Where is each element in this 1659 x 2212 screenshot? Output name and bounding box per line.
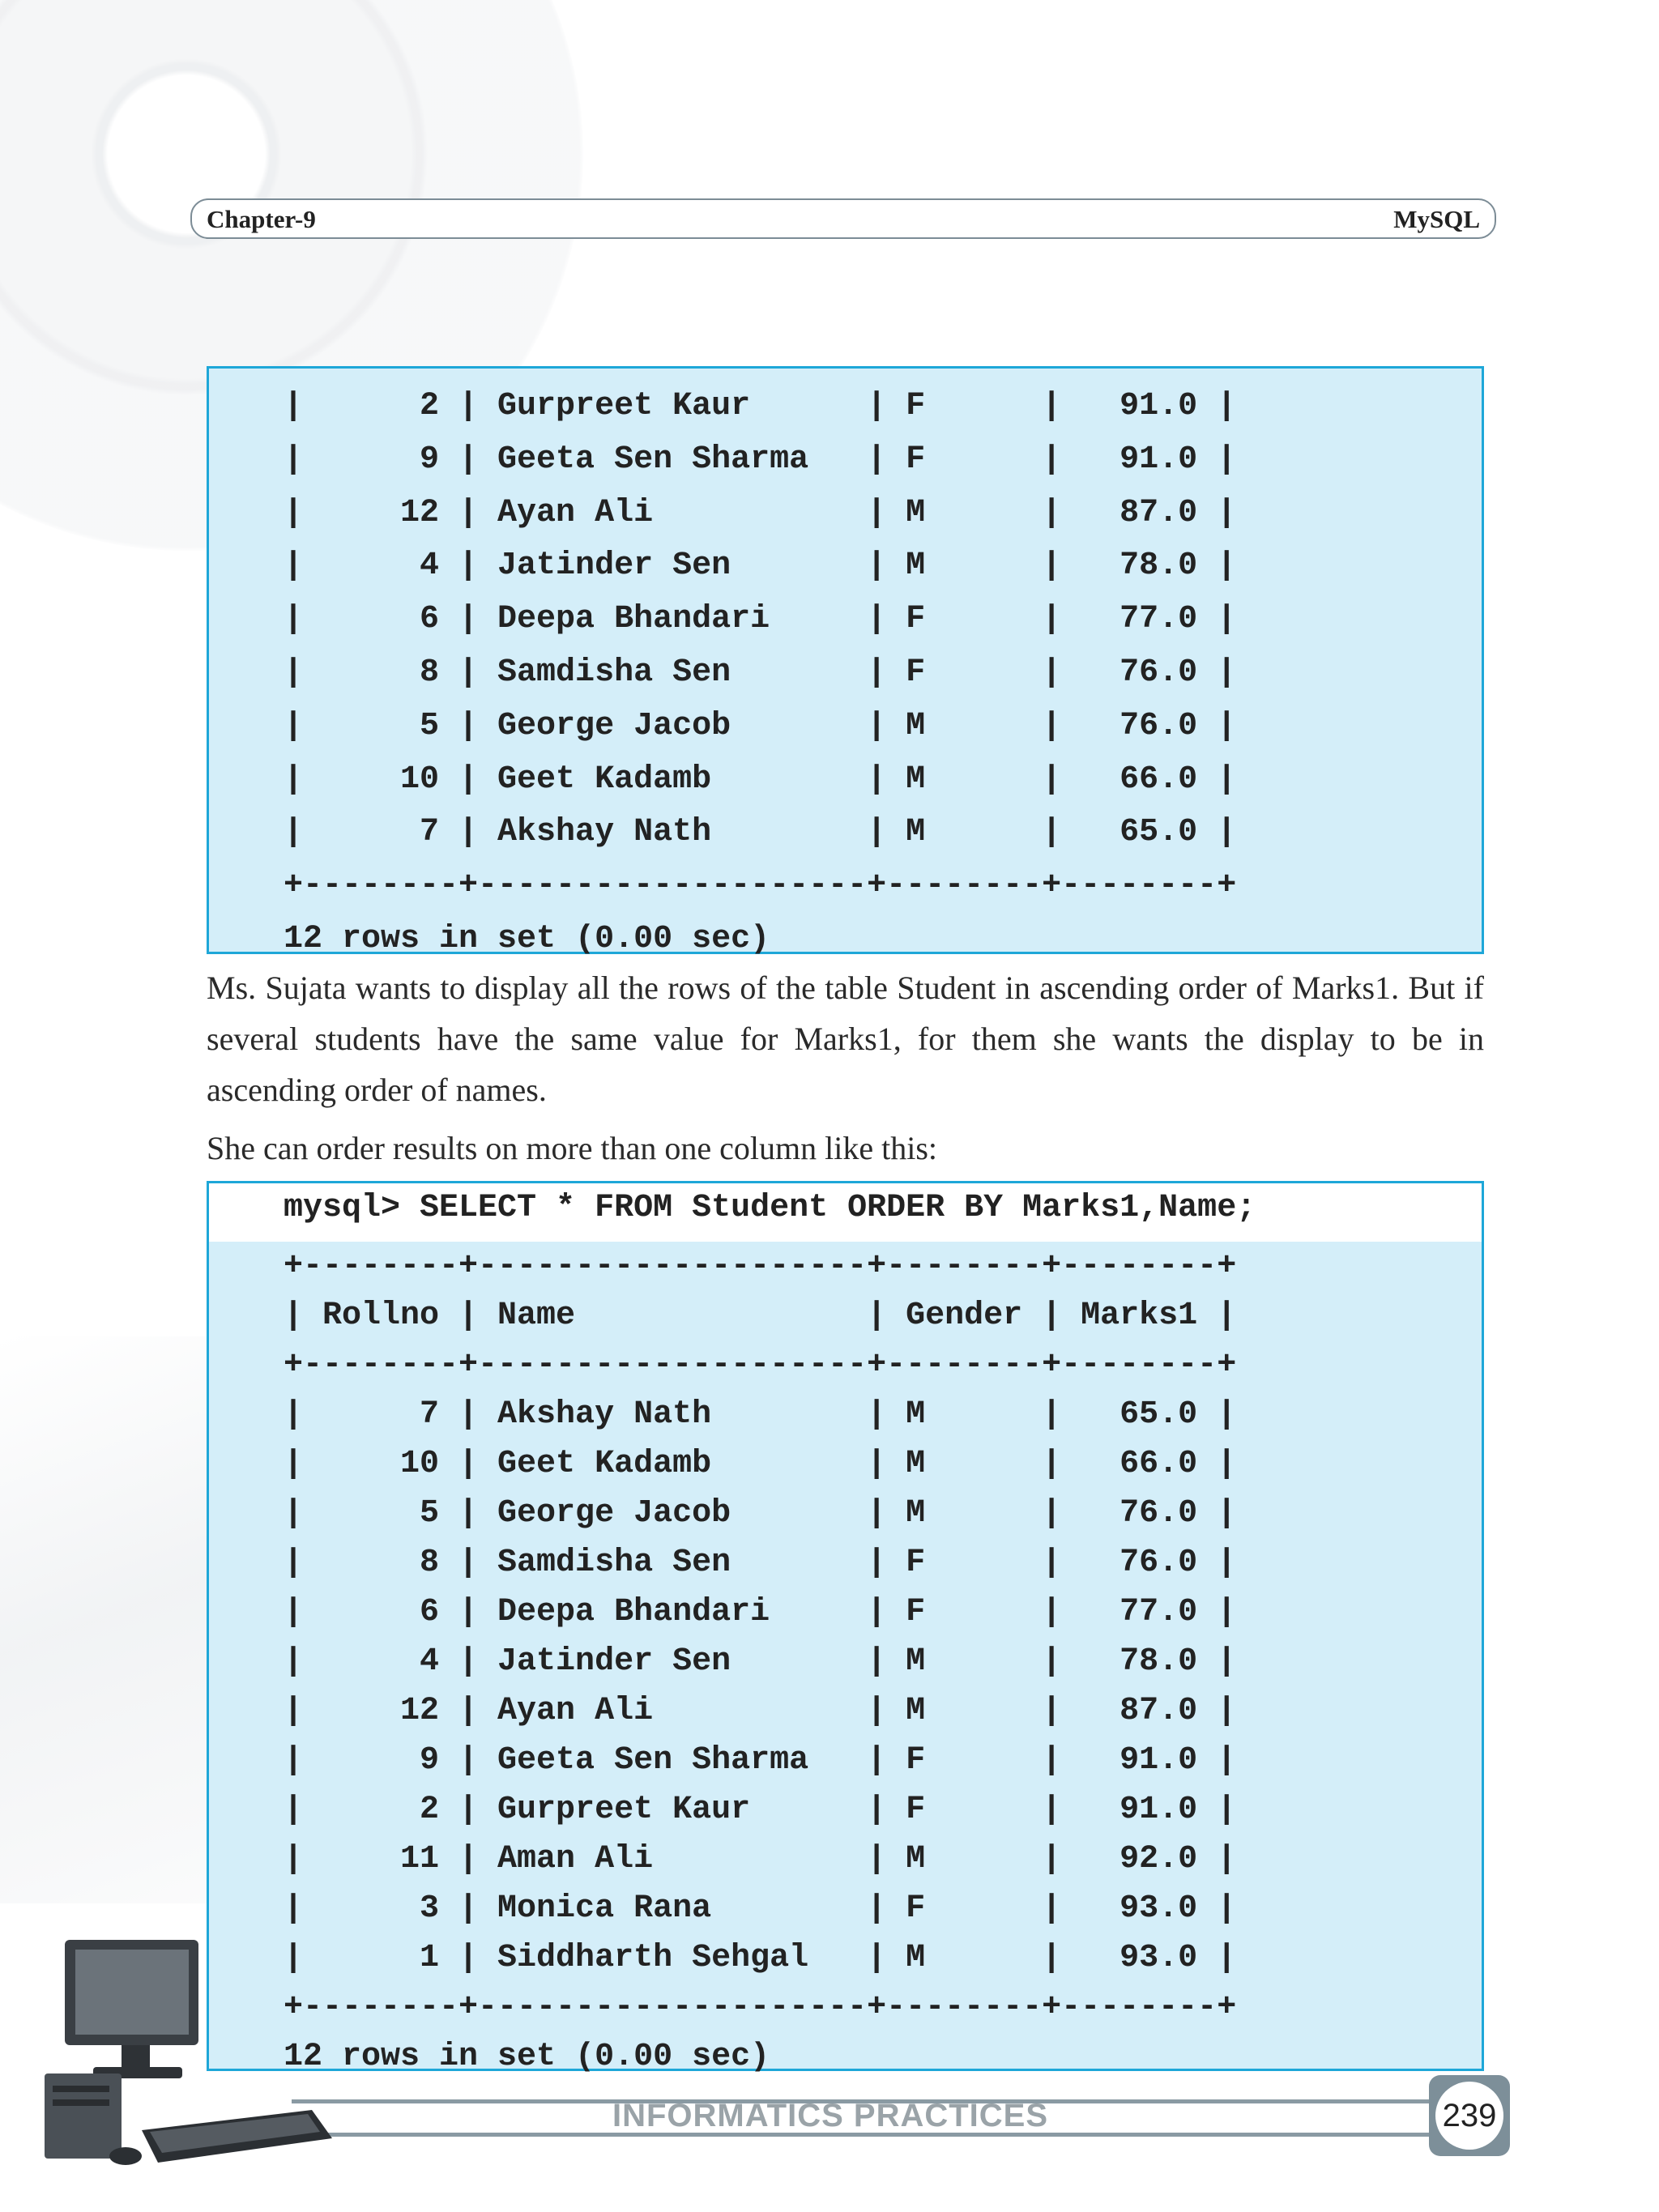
output-line: | 5 | George Jacob | M | 76.0 | [284, 1495, 1237, 1532]
row-count-line: 12 rows in set (0.00 sec) [284, 920, 770, 957]
row-count-line: 12 rows in set (0.00 sec) [284, 2039, 770, 2075]
topic-label: MySQL [1393, 205, 1480, 233]
output-line: | 9 | Geeta Sen Sharma | F | 91.0 | [284, 441, 1237, 478]
table-border-line: +--------+--------------------+--------+--------+ [284, 1347, 1237, 1383]
output-line: | 6 | Deepa Bhandari | F | 77.0 | [284, 1594, 1237, 1630]
output-line: | 5 | George Jacob | M | 76.0 | [284, 707, 1237, 744]
output-line: | 7 | Akshay Nath | M | 65.0 | [284, 1396, 1237, 1433]
computer-icon [45, 1928, 336, 2171]
table-header-line: | Rollno | Name | Gender | Marks1 | [284, 1298, 1237, 1334]
page-number: 239 [1435, 2082, 1503, 2150]
output-line: | 12 | Ayan Ali | M | 87.0 | [284, 494, 1237, 531]
output-line: | 11 | Aman Ali | M | 92.0 | [284, 1841, 1237, 1877]
paragraph-intro: She can order results on more than one column like this: [207, 1130, 938, 1166]
output-line: | 1 | Siddharth Sehgal | M | 93.0 | [284, 1940, 1237, 1976]
output-line: | 4 | Jatinder Sen | M | 78.0 | [284, 1643, 1237, 1680]
footer-title: INFORMATICS PRACTICES [612, 2098, 1049, 2133]
table-border-line: +--------+--------------------+--------+--------+ [284, 867, 1237, 905]
output-line: | 12 | Ayan Ali | M | 87.0 | [284, 1693, 1237, 1729]
output-line: | 10 | Geet Kadamb | M | 66.0 | [284, 761, 1237, 798]
output-line: | 8 | Samdisha Sen | F | 76.0 | [284, 1545, 1237, 1581]
output-line: | 3 | Monica Rana | F | 93.0 | [284, 1890, 1237, 1927]
output-line: | 9 | Geeta Sen Sharma | F | 91.0 | [284, 1742, 1237, 1779]
chapter-label: Chapter-9 [207, 205, 316, 233]
output-line: | 6 | Deepa Bhandari | F | 77.0 | [284, 601, 1237, 638]
paragraph-explanation: Ms. Sujata wants to display all the rows of the table Student in ascending order of Marks1. But if several students have the same value for Marks1, for them she wants the display to be in ascending order of names. [207, 970, 1484, 1108]
output-line: | 10 | Geet Kadamb | M | 66.0 | [284, 1446, 1237, 1482]
output-line: | 7 | Akshay Nath | M | 65.0 | [284, 814, 1237, 851]
query-output-box-1 [207, 366, 1484, 957]
output-line: | 4 | Jatinder Sen | M | 78.0 | [284, 548, 1237, 585]
table-border-line: +--------+--------------------+--------+--------+ [284, 1248, 1237, 1285]
page-number-badge [1429, 2075, 1510, 2156]
output-line: | 8 | Samdisha Sen | F | 76.0 | [284, 654, 1237, 691]
table-border-line: +--------+--------------------+--------+--------+ [284, 1989, 1237, 2026]
output-line: | 2 | Gurpreet Kaur | F | 91.0 | [284, 1792, 1237, 1828]
query-output-box-2 [207, 1181, 1484, 2075]
sql-command-line: mysql> SELECT * FROM Student ORDER BY Marks1,Name; [209, 1183, 1482, 1242]
output-line: | 2 | Gurpreet Kaur | F | 91.0 | [284, 388, 1237, 424]
chapter-header [190, 198, 1496, 239]
